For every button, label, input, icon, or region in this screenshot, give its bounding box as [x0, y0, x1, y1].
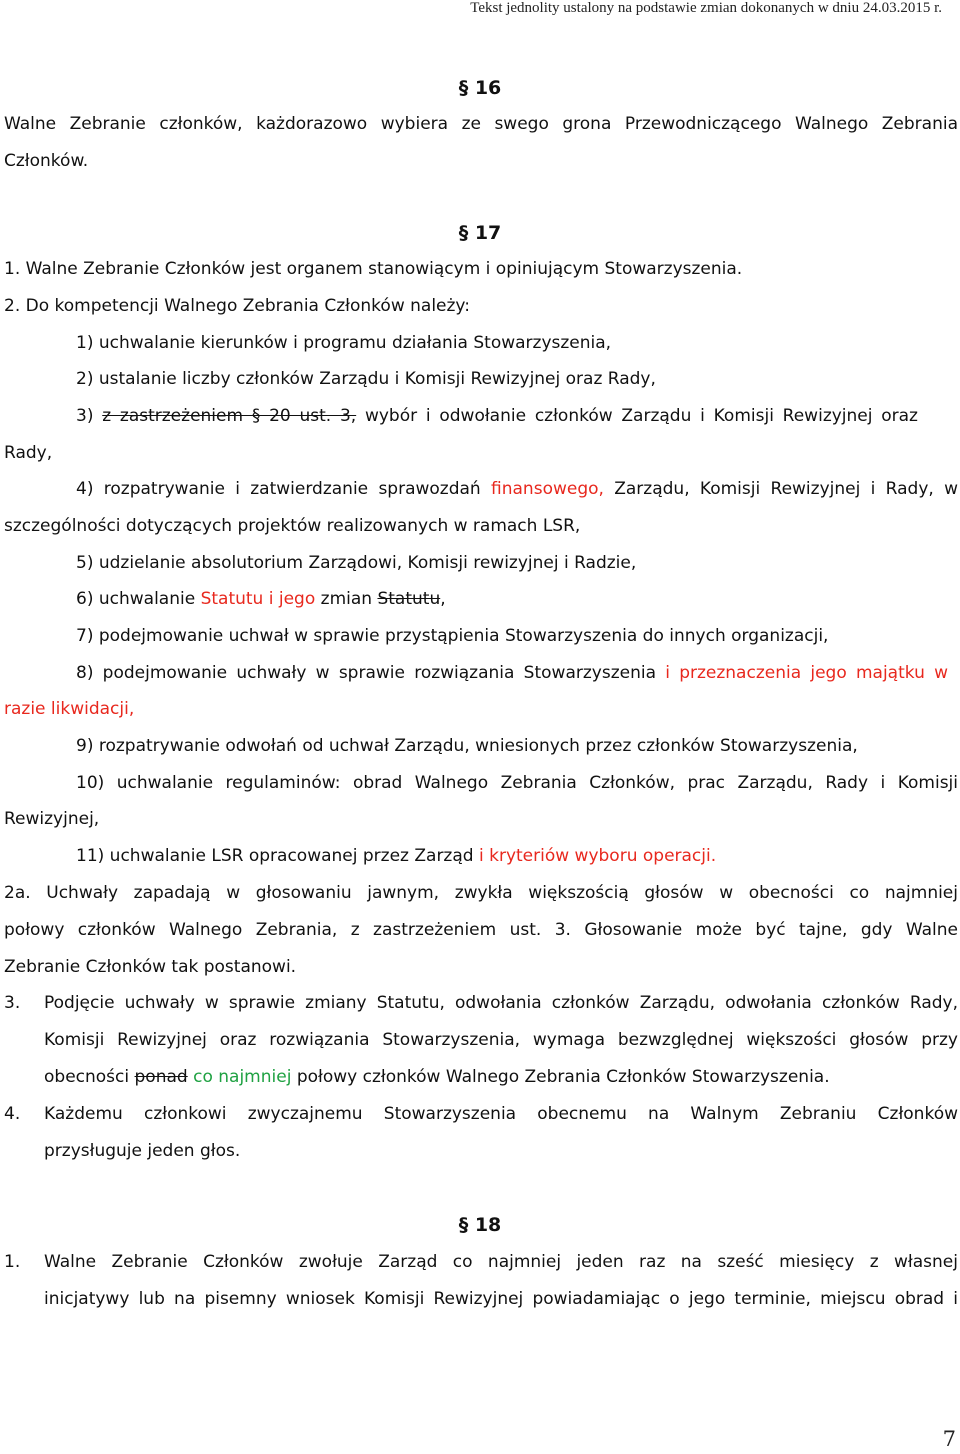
deleted-text: ponad: [134, 1067, 188, 1087]
competence-3: 3) z zastrzeżeniem § 20 ust. 3, wybór i odwołanie członków Zarządu i Komisji Rewizyjnej oraz: [76, 406, 918, 426]
section-17-item-3-number: 3.: [4, 993, 21, 1013]
section-17-item-3-line-3: obecności ponad co najmniej połowy członków Walnego Zebrania Członków Stowarzyszenia.: [44, 1067, 830, 1087]
competence-9: 9) rozpatrywanie odwołań od uchwał Zarządu, wniesionych przez członków Stowarzyszenia,: [76, 736, 858, 756]
section-16-line-1: Walne Zebranie członków, każdorazowo wybiera ze swego grona Przewodniczącego Walnego Zebrania: [4, 114, 958, 134]
page-number: 7: [942, 1427, 956, 1451]
section-18-item-1-line-2: inicjatywy lub na pisemny wniosek Komisji Rewizyjnej powiadamiając o jego terminie, miejscu obrad i: [44, 1289, 958, 1309]
section-18-item-1-line-1: Walne Zebranie Członków zwołuje Zarząd co najmniej jeden raz na sześć miesięcy z własnej: [44, 1252, 958, 1272]
section-17-item-1: 1. Walne Zebranie Członków jest organem stanowiącym i opiniującym Stowarzyszenia.: [4, 259, 743, 279]
competence-4-cont: szczególności dotyczących projektów realizowanych w ramach LSR,: [4, 516, 581, 536]
inserted-text: Statutu i jego: [200, 589, 316, 609]
section-16-line-2: Członków.: [4, 151, 89, 171]
competence-11: 11) uchwalanie LSR opracowanej przez Zarząd i kryteriów wyboru operacji.: [76, 846, 717, 866]
competence-6: 6) uchwalanie Statutu i jego zmian Statutu,: [76, 589, 446, 609]
section-17-item-3-line-1: Podjęcie uchwały w sprawie zmiany Statutu, odwołania członków Zarządu, odwołania członków Rady,: [44, 993, 958, 1013]
section-17-item-4-line-1: Każdemu członkowi zwyczajnemu Stowarzyszenia obecnemu na Walnym Zebraniu Członków: [44, 1104, 958, 1124]
competence-8-cont: razie likwidacji,: [4, 699, 135, 719]
competence-3-cont: Rady,: [4, 443, 53, 463]
competence-4: 4) rozpatrywanie i zatwierdzanie sprawozdań finansowego, Zarządu, Komisji Rewizyjnej i Rady, w: [76, 479, 958, 499]
inserted-text: finansowego,: [491, 479, 604, 499]
section-17-item-4-line-2: przysługuje jeden głos.: [44, 1141, 241, 1161]
section-17-item-2a-line-1: 2a. Uchwały zapadają w głosowaniu jawnym, zwykła większością głosów w obecności co najmniej: [4, 883, 958, 903]
inserted-text: i kryteriów wyboru operacji.: [478, 846, 717, 866]
section-17-item-4-number: 4.: [4, 1104, 21, 1124]
section-16-heading: § 16: [458, 77, 502, 99]
section-17-item-2a-line-2: połowy członków Walnego Zebrania, z zastrzeżeniem ust. 3. Głosowanie może być tajne, gdy Walne: [4, 920, 958, 940]
section-17-item-3-line-2: Komisji Rewizyjnej oraz rozwiązania Stowarzyszenia, wymaga bezwzględnej większości głosów przy: [44, 1030, 958, 1050]
deleted-text: z zastrzeżeniem § 20 ust. 3,: [102, 406, 357, 426]
section-18-item-1-number: 1.: [4, 1252, 21, 1272]
section-17-heading: § 17: [458, 222, 502, 244]
inserted-text: co najmniej: [187, 1067, 292, 1087]
competence-8: 8) podejmowanie uchwały w sprawie rozwiązania Stowarzyszenia i przeznaczenia jego majątku w: [76, 663, 948, 683]
section-17-item-2: 2. Do kompetencji Walnego Zebrania Członków należy:: [4, 296, 470, 316]
competence-2: 2) ustalanie liczby członków Zarządu i Komisji Rewizyjnej oraz Rady,: [76, 369, 656, 389]
deleted-text: Statutu: [377, 589, 441, 609]
competence-10: 10) uchwalanie regulaminów: obrad Walnego Zebrania Członków, prac Zarządu, Rady i Komisji: [76, 773, 958, 793]
inserted-text: i przeznaczenia jego majątku w: [665, 663, 948, 683]
competence-5: 5) udzielanie absolutorium Zarządowi, Komisji rewizyjnej i Radzie,: [76, 553, 637, 573]
competence-1: 1) uchwalanie kierunków i programu działania Stowarzyszenia,: [76, 333, 612, 353]
section-18-heading: § 18: [458, 1214, 502, 1236]
document-header: Tekst jednolity ustalony na podstawie zmian dokonanych w dniu 24.03.2015 r.: [470, 0, 942, 16]
competence-10-cont: Rewizyjnej,: [4, 809, 100, 829]
competence-7: 7) podejmowanie uchwał w sprawie przystąpienia Stowarzyszenia do innych organizacji,: [76, 626, 829, 646]
section-17-item-2a-line-3: Zebranie Członków tak postanowi.: [4, 957, 297, 977]
